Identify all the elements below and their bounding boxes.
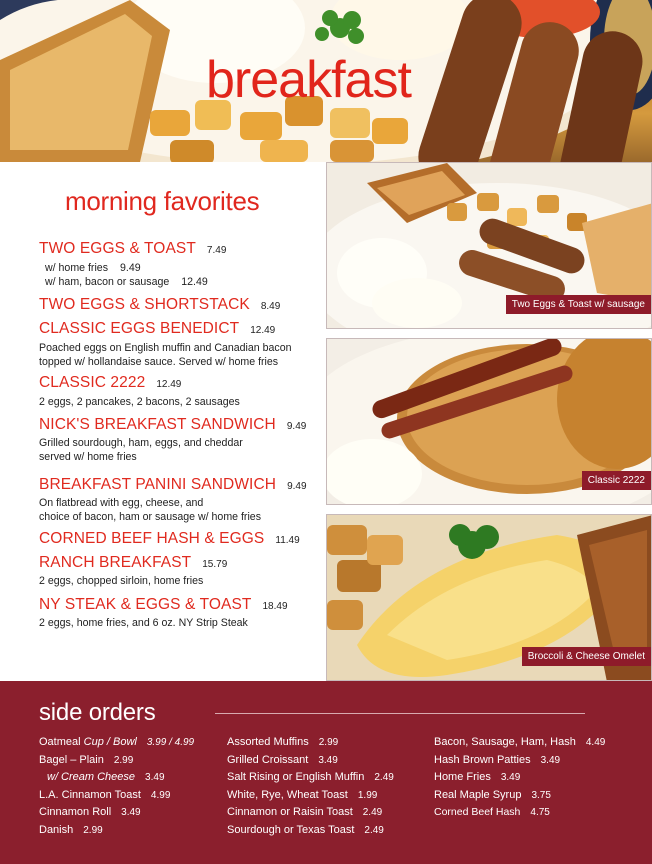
photo-caption: Classic 2222 [582,471,651,490]
menu-item [39,530,300,548]
side-item-price: 3.75 [531,789,551,801]
menu-item [39,320,275,338]
side-item-name: Real Maple Syrup [434,788,522,801]
side-item-name: Hash Brown Patties [434,753,531,766]
side-item-name: Bacon, Sausage, Ham, Hash [434,736,576,748]
side-item [39,789,194,807]
menu-item-description: Grilled sourdough, ham, eggs, and cheddar [39,437,243,449]
menu-item-name: BREAKFAST PANINI SANDWICH [39,476,277,493]
side-item-name: Assorted Muffins [227,736,309,748]
side-item-name: Home Fries [434,771,491,784]
side-item [39,806,194,824]
menu-item-price: 7.49 [206,245,227,256]
side-item-name: w/ Cream Cheese [47,771,136,784]
menu-item-price: 11.49 [275,535,300,546]
menu-item-price: 18.49 [262,601,288,612]
menu-item-name: TWO EGGS & TOAST [39,240,196,257]
side-item [227,789,394,807]
menu-item [39,240,226,258]
side-item [227,824,394,842]
menu-item-description: choice of bacon, ham or sausage w/ home fries [39,511,261,523]
side-item-price: 3.49 [121,807,141,819]
option-text: w/ home fries [45,262,108,274]
side-item [39,754,194,772]
side-item-price: 2.49 [362,807,383,819]
side-item-name: Corned Beef Hash [434,806,521,819]
side-item-price: 2.99 [83,824,103,836]
side-item [39,824,194,842]
menu-item [39,476,307,494]
menu-item [39,416,306,434]
menu-item-price: 12.49 [250,325,276,336]
photo-caption: Two Eggs & Toast w/ sausage [506,295,651,314]
option-price: 9.49 [120,262,141,274]
menu-item-price: 9.49 [287,481,307,492]
section-heading-side-orders: side orders [39,699,156,726]
side-orders-section [0,681,652,864]
menu-item [39,374,181,392]
menu-item-name: NY STEAK & EGGS & TOAST [39,596,252,613]
side-item [39,736,194,754]
side-item-name: Danish [39,823,74,836]
side-item-name: L.A. Cinnamon Toast [39,788,141,801]
side-item-note: Cup / Bowl [83,736,137,748]
photo-classic-2222 [326,338,652,505]
option-price: 12.49 [181,276,208,288]
menu-item-name: CORNED BEEF HASH & EGGS [39,530,265,547]
menu-item-name: CLASSIC 2222 [39,374,146,391]
side-item [39,771,194,789]
menu-item [39,296,280,314]
side-item-name: Cinnamon Roll [39,806,112,819]
menu-item-option [45,262,141,274]
menu-item-option [45,276,208,288]
menu-item-price: 12.49 [156,379,182,390]
side-item-name: Grilled Croissant [227,753,309,766]
side-item-name: Sourdough or Texas Toast [227,823,355,836]
photo-two-eggs-toast [326,162,652,329]
option-text: w/ ham, bacon or sausage [45,276,170,288]
menu-item-name: TWO EGGS & SHORTSTACK [39,296,250,313]
side-item [434,771,605,789]
side-item-price: 2.99 [318,737,339,748]
menu-item-name: RANCH BREAKFAST [39,554,192,571]
photo-caption: Broccoli & Cheese Omelet [522,647,651,666]
side-item-price: 3.49 [145,772,165,784]
menu-item-price: 9.49 [286,421,307,432]
menu-item-description: served w/ home fries [39,451,137,463]
menu-item-description: Poached eggs on English muffin and Canadian bacon [39,342,292,354]
side-item-price: 3.49 [500,772,521,784]
side-item-price: 4.49 [585,737,606,748]
side-item-price: 3.99 / 4.99 [146,737,195,748]
menu-item-description: 2 eggs, home fries, and 6 oz. NY Strip Steak [39,617,248,629]
menu-item-name: CLASSIC EGGS BENEDICT [39,320,240,337]
hero-banner [0,0,652,162]
side-item-price: 4.99 [150,789,171,801]
side-item [434,754,605,772]
side-item [227,754,394,772]
menu-item-price: 8.49 [260,301,281,312]
menu-item [39,596,288,614]
side-item-price: 3.49 [540,754,561,766]
menu-item-description: topped w/ hollandaise sauce. Served w/ home fries [39,356,279,368]
photo-broccoli-cheese-omelet [326,514,652,681]
menu-item-description: On flatbread with egg, cheese, and [39,497,204,509]
side-item-name: Bagel – Plain [39,753,104,766]
side-orders-column-3 [434,736,605,824]
menu-item-price: 15.79 [202,559,228,570]
side-item-price: 1.99 [357,789,378,801]
menu-item [39,554,227,572]
side-orders-column-2 [227,736,394,842]
side-item [227,771,394,789]
side-item [227,736,394,754]
section-heading-morning-favorites: morning favorites [65,186,260,216]
side-item [434,736,605,754]
side-item [227,806,394,824]
side-item-name: Cinnamon or Raisin Toast [227,806,353,819]
side-item-name: Salt Rising or English Muffin [227,771,365,784]
side-item-name: Oatmeal [39,736,81,748]
side-item-price: 2.49 [364,824,384,836]
menu-item-description: 2 eggs, 2 pancakes, 2 bacons, 2 sausages [39,396,240,408]
page-title: breakfast [206,51,411,109]
side-item [434,789,605,807]
menu-item-description: 2 eggs, chopped sirloin, home fries [39,575,204,587]
side-item-price: 2.99 [113,754,134,766]
side-item-name: White, Rye, Wheat Toast [227,788,348,801]
side-item-price: 2.49 [374,772,394,784]
side-item-price: 3.49 [318,754,338,766]
side-item-price: 4.75 [530,807,550,819]
side-item [434,806,605,824]
divider [215,713,585,714]
side-orders-column-1 [39,736,194,842]
menu-item-name: NICK'S BREAKFAST SANDWICH [39,416,276,433]
